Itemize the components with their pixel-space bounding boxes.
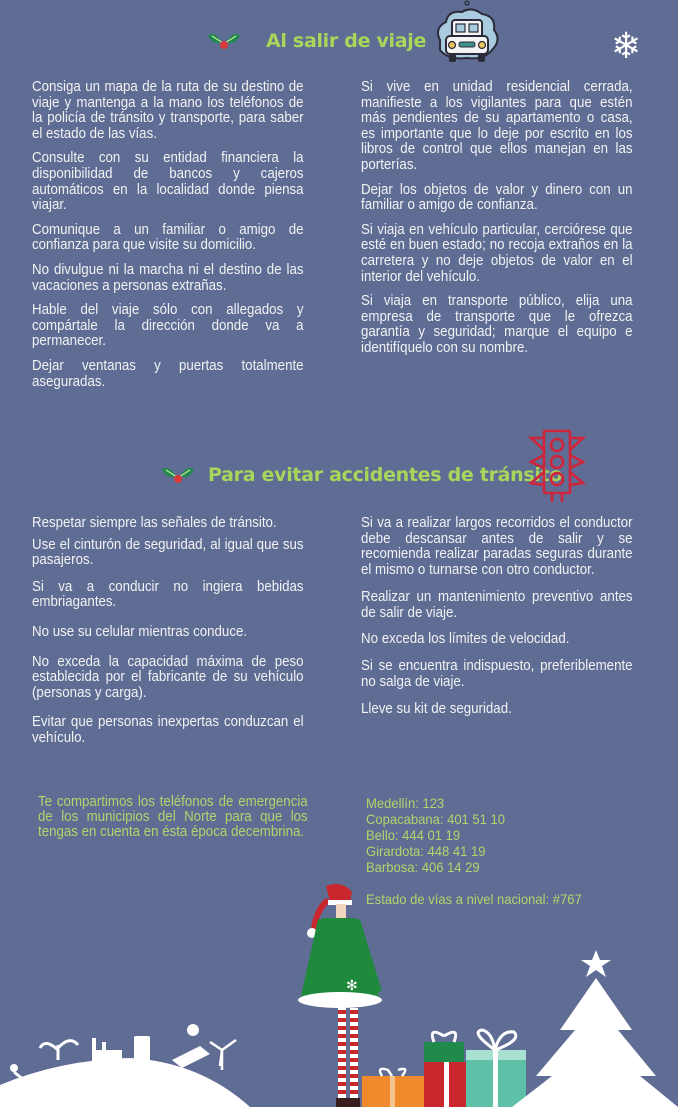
emergency-phone-list	[366, 795, 505, 875]
phone-item: Barbosa: 406 14 29	[366, 859, 480, 875]
holly-icon	[206, 30, 242, 52]
christmas-tree	[512, 950, 678, 1107]
tip: Si viaja en vehículo particular, cerciórese que esté en buen estado; no recoja extraños en la carretera y no deje objetos de valor en el interior del vehículo.	[361, 221, 633, 285]
eco-hill-icon	[0, 1024, 250, 1107]
tip: Dejar los objetos de valor y dinero con un familiar o amigo de confianza.	[361, 181, 633, 214]
tip: Use el cinturón de seguridad, al igual que sus pasajeros.	[32, 536, 304, 569]
emergency-intro-text: Te compartimos los teléfonos de emergencia de los municipios del Norte para que los tengas en cuenta en ésta época decembrina.	[38, 794, 308, 840]
svg-text:✻: ✻	[346, 977, 358, 993]
tip: Si vive en unidad residencial cerrada, manifieste a los vigilantes para que estén más pendientes de su apartamento o casa, es importante que lo deje por escrito en los libros de control que ellos manejan en las porterías.	[361, 79, 633, 173]
section-title-accidents	[160, 464, 562, 486]
tip: No use su celular mientras conduce.	[32, 623, 248, 640]
phone-item: Girardota: 448 41 19	[366, 843, 486, 859]
tip: Evitar que personas inexpertas conduzcan el vehículo.	[32, 714, 304, 746]
accident-tips-left	[32, 516, 304, 756]
phone-item: Medellín: 123	[366, 795, 445, 811]
elf-girl	[298, 884, 382, 1107]
tip: Si viaja en transporte público, elija una empresa de transporte que le ofrezca garantía y seguridad; marque el equipo e identifíquelo con su nombre.	[361, 293, 633, 356]
travel-tips-left	[32, 80, 304, 399]
car-icon	[432, 0, 502, 70]
tip: No exceda los límites de velocidad.	[361, 630, 570, 647]
tip: No exceda la capacidad máxima de peso establecida por el fabricante de su vehículo (personas y carga).	[32, 653, 304, 701]
phone-item: Copacabana: 401 51 10	[366, 811, 506, 827]
christmas-illustration	[0, 880, 678, 1107]
tip: Lleve su kit de seguridad.	[361, 701, 512, 718]
traffic-light-icon	[528, 428, 586, 504]
phone-item: Bello: 444 01 19	[366, 827, 461, 843]
tip: Hable del viaje sólo con allegados y compártale la dirección donde va a permanecer.	[32, 302, 304, 350]
section-title-travel	[206, 30, 426, 52]
tip: Consulte con su entidad financiera la disponibilidad de bancos y cajeros automáticos en la localidad donde piensa viajar.	[32, 150, 304, 214]
tip: Respetar siempre las señales de tránsito.	[32, 515, 277, 531]
tip: No divulgue ni la marcha ni el destino de las vacaciones a personas extrañas.	[32, 261, 304, 294]
national-roads-number: Estado de vías a nivel nacional: #767	[366, 891, 582, 907]
tip: Si va a conducir no ingiera bebidas embriagantes.	[32, 578, 304, 611]
tip: Si va a realizar largos recorridos el conductor debe descansar antes de salir y se recomienda realizar paradas seguras durante el mismo o turnarse con otro conductor.	[361, 515, 633, 578]
holly-icon	[160, 464, 196, 486]
tip: Consiga un mapa de la ruta de su destino de viaje y mantenga a la mano los teléfonos de la policía de tránsito y transporte, para saber el estado de las vías.	[32, 79, 304, 142]
tip: Comunique a un familiar o amigo de confianza para que visite su domicilio.	[32, 221, 304, 254]
travel-tips-right	[361, 80, 633, 366]
gift-boxes	[362, 1030, 526, 1107]
section-title-text: Al salir de viaje	[266, 30, 427, 52]
snowflake-icon: ❄	[611, 25, 642, 66]
tip: Dejar ventanas y puertas totalmente aseguradas.	[32, 357, 304, 390]
accident-tips-right	[361, 516, 633, 727]
tip: Realizar un mantenimiento preventivo antes de salir de viaje.	[361, 589, 633, 621]
emergency-intro	[38, 795, 308, 849]
section-title-text: Para evitar accidentes de tránsito	[208, 464, 563, 486]
tip: Si se encuentra indispuesto, preferiblemente no salga de viaje.	[361, 658, 633, 690]
